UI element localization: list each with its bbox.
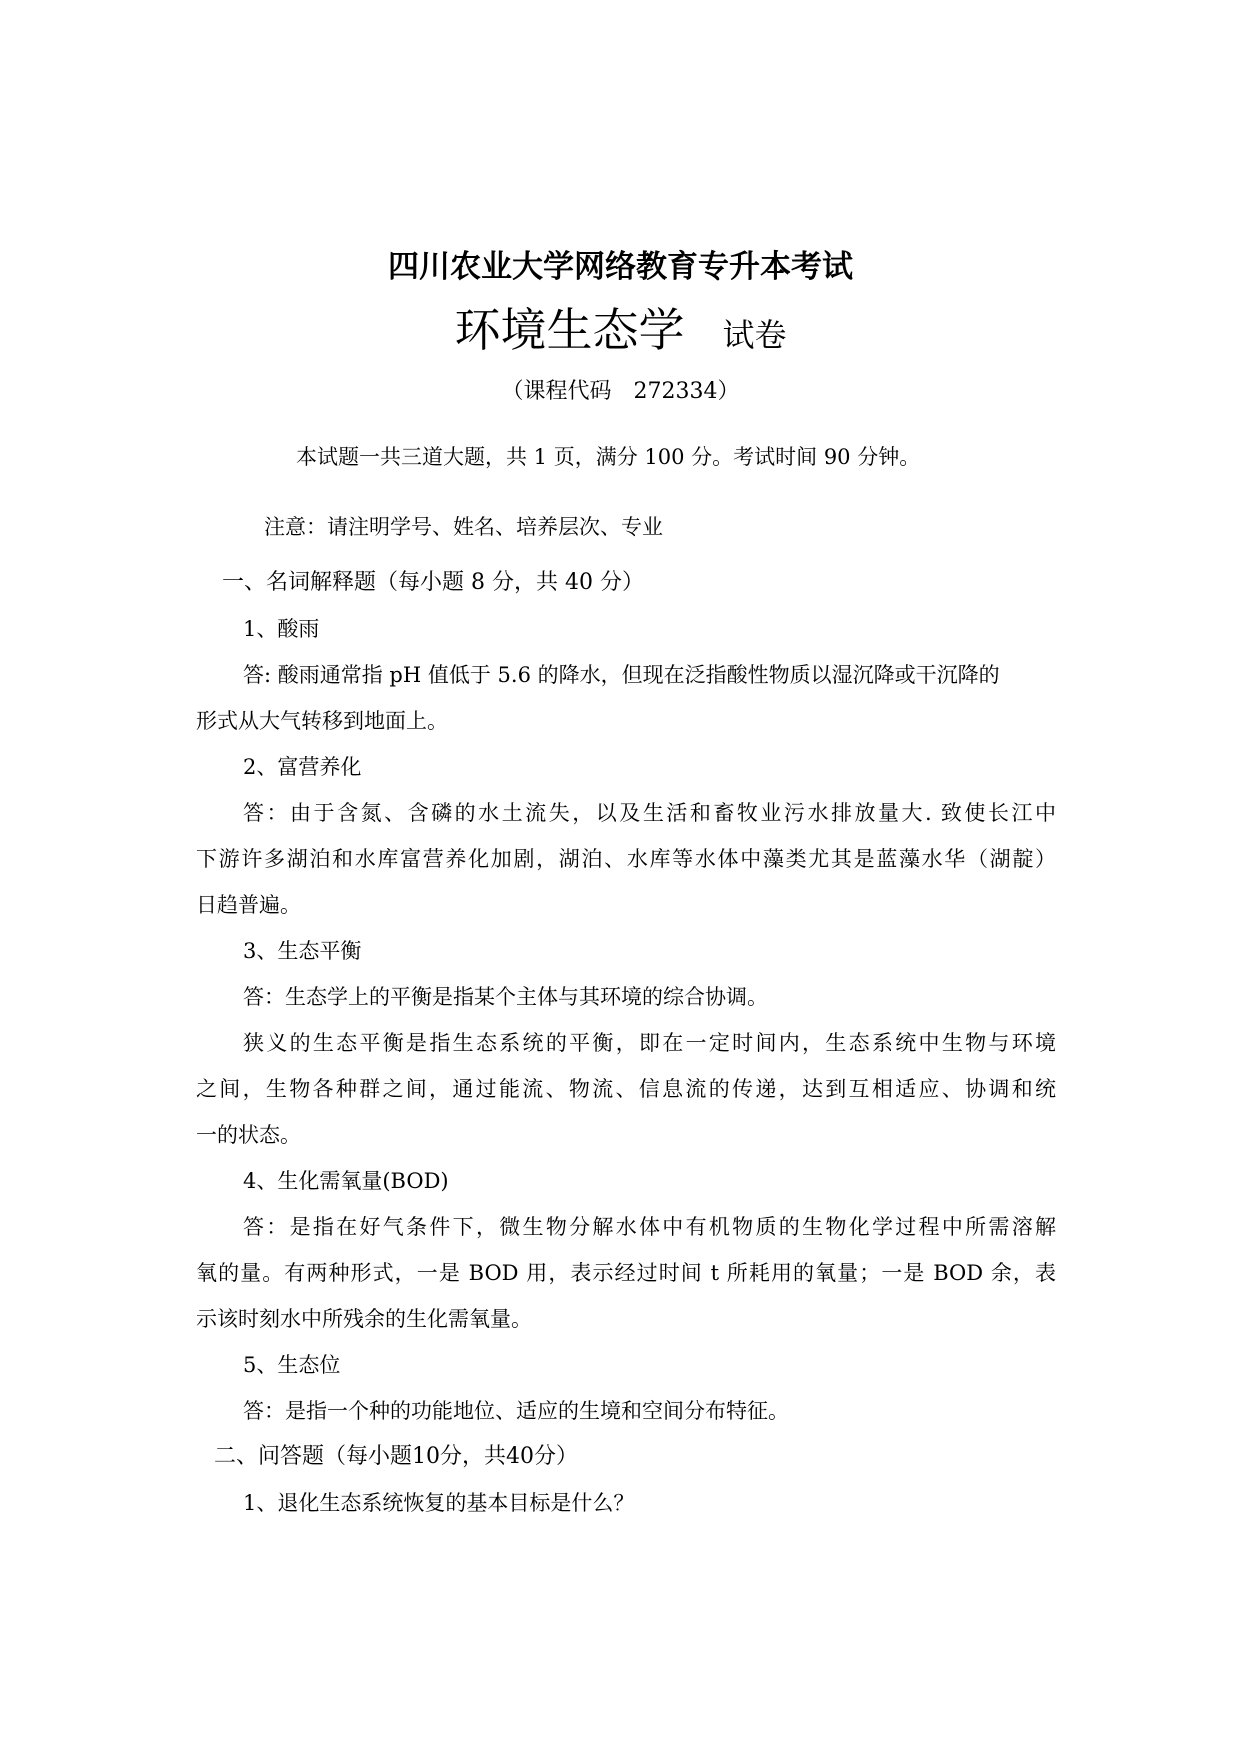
term-2-answer-line-2: 下游许多湖泊和水库富营养化加剧，湖泊、水库等水体中藻类尤其是蓝藻水华（湖靛） [196,847,1056,871]
school-title: 四川农业大学网络教育专升本考试 [388,249,853,285]
question-1-title: 1、退化生态系统恢复的基本目标是什么？ [243,1491,635,1515]
section-2-heading: 二、问答题（每小题10分，共40分） [214,1444,578,1469]
term-3-answer-line-3: 之间，生物各种群之间，通过能流、物流、信息流的传递，达到互相适应、协调和统 [196,1077,1056,1101]
section-1-heading: 一、名词解释题（每小题 8 分，共 40 分） [222,570,644,595]
exam-info: 本试题一共三道大题，共 1 页，满分 100 分。考试时间 90 分钟。 [296,445,921,469]
term-4-title: 4、生化需氧量(BOD) [243,1169,449,1193]
term-4-answer-line-3: 示该时刻水中所残余的生化需氧量。 [196,1307,532,1331]
term-5-answer-line-1: 答：是指一个种的功能地位、适应的生境和空间分布特征。 [243,1399,789,1423]
term-3-answer-line-2: 狭义的生态平衡是指生态系统的平衡，即在一定时间内，生态系统中生物与环境 [243,1031,1056,1055]
term-2-answer-line-1: 答：由于含氮、含磷的水土流失，以及生活和畜牧业污水排放量大. 致使长江中 [243,801,1056,825]
term-3-answer-line-1: 答：生态学上的平衡是指某个主体与其环境的综合协调。 [243,985,768,1009]
term-4-answer-line-2: 氧的量。有两种形式，一是 BOD 用，表示经过时间 t 所耗用的氧量；一是 BOD 余，表 [196,1261,1056,1285]
term-2-title: 2、富营养化 [243,755,362,779]
subject-title [0,300,1241,365]
paper-label: 试卷 [722,316,787,354]
term-1-title: 1、酸雨 [243,617,320,641]
term-5-title: 5、生态位 [243,1353,341,1377]
term-2-answer-line-3: 日趋普遍。 [196,893,301,917]
course-code: （课程代码 272334） [501,379,740,404]
term-1-answer-line-2: 形式从大气转移到地面上。 [196,709,448,733]
term-1-answer-line-1: 答: 酸雨通常指 pH 值低于 5.6 的降水，但现在泛指酸性物质以湿沉降或干沉降的 [243,663,1000,687]
subject-name: 环境生态学 [454,303,685,357]
exam-notice: 注意：请注明学号、姓名、培养层次、专业 [264,515,663,539]
term-3-answer-line-4: 一的状态。 [196,1123,301,1147]
term-4-answer-line-1: 答：是指在好气条件下，微生物分解水体中有机物质的生物化学过程中所需溶解 [243,1215,1056,1239]
term-3-title: 3、生态平衡 [243,939,362,963]
